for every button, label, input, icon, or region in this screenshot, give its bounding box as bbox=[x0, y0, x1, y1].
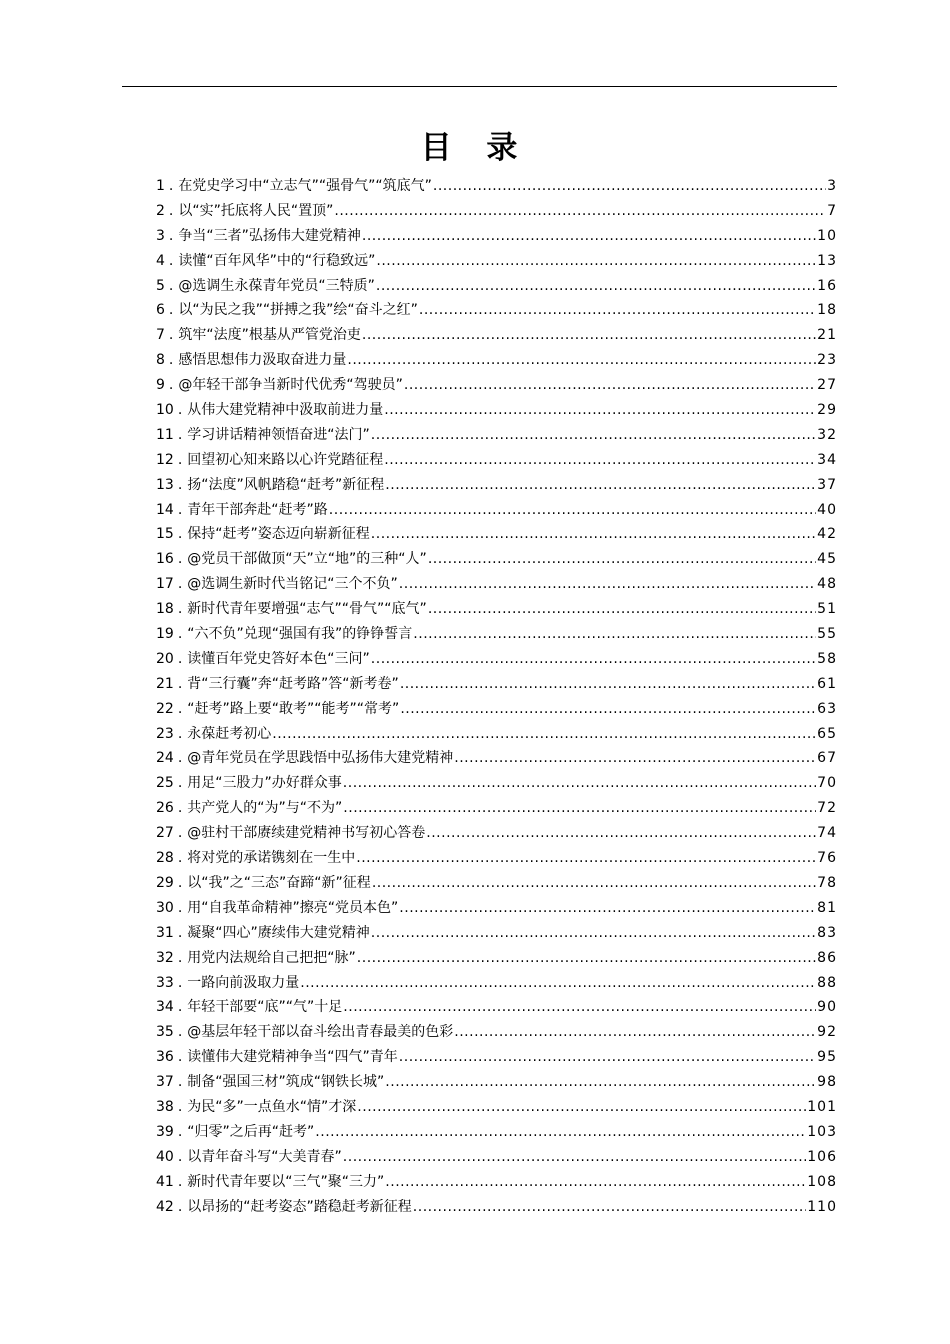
toc-entry-page: 48 bbox=[817, 576, 837, 593]
toc-entry-title: 读懂伟大建党精神争当“四气”青年 bbox=[187, 1049, 398, 1066]
toc-leader-dots bbox=[371, 423, 816, 448]
toc-entry-title: @党员干部做顶“天”立“地”的三种“人” bbox=[187, 551, 427, 568]
toc-leader-dots bbox=[384, 398, 816, 423]
toc-entry-page: 23 bbox=[817, 352, 837, 369]
toc-entry-number: 24 bbox=[156, 750, 174, 767]
toc-entry-title: 新时代青年要增强“志气”“骨气”“底气” bbox=[187, 601, 427, 618]
toc-entry-page: 29 bbox=[817, 402, 837, 419]
toc-leader-dots bbox=[433, 174, 826, 199]
toc-entry-number: 18 bbox=[156, 601, 174, 618]
toc-entry-page: 103 bbox=[807, 1123, 837, 1140]
toc-entry-page: 10 bbox=[817, 227, 837, 244]
toc-entry-title: 读懂百年党史答好本色“三问” bbox=[187, 650, 370, 667]
toc-leader-dots bbox=[385, 1170, 806, 1195]
toc-leader-dots bbox=[385, 473, 816, 498]
toc-entry-title: 学习讲话精神领悟奋进“法门” bbox=[187, 426, 370, 443]
toc-leader-dots bbox=[371, 647, 816, 672]
toc-entry-separator: . bbox=[177, 800, 183, 817]
toc-entry-separator: . bbox=[177, 1198, 183, 1215]
toc-leader-dots bbox=[399, 896, 816, 921]
toc-leader-dots bbox=[399, 572, 816, 597]
toc-entry-number: 7 bbox=[156, 327, 165, 344]
toc-entry-separator: . bbox=[177, 874, 183, 891]
toc-entry-title: “六不负”兑现“强国有我”的铮铮誓言 bbox=[187, 626, 413, 643]
toc-leader-dots bbox=[371, 522, 816, 547]
toc-entry-3[interactable] bbox=[156, 224, 837, 249]
toc-entry-number: 40 bbox=[156, 1148, 174, 1165]
toc-entry-title: 新时代青年要以“三气”聚“三力” bbox=[187, 1173, 385, 1190]
toc-entry-page: 81 bbox=[817, 899, 837, 916]
toc-entry-title: @驻村干部赓续建党精神书写初心答卷 bbox=[187, 825, 426, 842]
toc-entry-title: 背“三行囊”奔“赶考路”答“新考卷” bbox=[187, 675, 399, 692]
toc-leader-dots bbox=[315, 1120, 806, 1145]
toc-entry-title: @选调生永葆青年党员“三特质” bbox=[178, 277, 375, 294]
toc-entry-number: 14 bbox=[156, 501, 174, 518]
toc-entry-number: 29 bbox=[156, 874, 174, 891]
toc-entry-separator: . bbox=[177, 825, 183, 842]
toc-entry-page: 34 bbox=[817, 451, 837, 468]
toc-entry-20[interactable] bbox=[156, 647, 837, 672]
toc-entry-26[interactable] bbox=[156, 796, 837, 821]
toc-entry-separator: . bbox=[177, 426, 183, 443]
toc-entry-number: 1 bbox=[156, 178, 165, 194]
toc-entry-page: 63 bbox=[817, 700, 837, 717]
toc-entry-42[interactable] bbox=[156, 1195, 837, 1220]
toc-leader-dots bbox=[334, 199, 826, 224]
toc-entry-40[interactable] bbox=[156, 1145, 837, 1170]
toc-entry-title: @年轻干部争当新时代优秀“驾驶员” bbox=[178, 377, 403, 394]
toc-entry-separator: . bbox=[177, 476, 183, 493]
toc-entry-8[interactable] bbox=[156, 348, 837, 373]
toc-entry-page: 98 bbox=[817, 1074, 837, 1091]
toc-leader-dots bbox=[357, 1095, 806, 1120]
toc-entry-title: 青年干部奔赴“赶考”路 bbox=[187, 501, 328, 518]
toc-entry-title: @青年党员在学思践悟中弘扬伟大建党精神 bbox=[187, 750, 454, 767]
toc-leader-dots bbox=[400, 672, 816, 697]
toc-entry-page: 90 bbox=[817, 999, 837, 1016]
toc-entry-number: 20 bbox=[156, 650, 174, 667]
toc-entry-number: 35 bbox=[156, 1024, 174, 1041]
toc-entry-34[interactable] bbox=[156, 995, 837, 1020]
toc-entry-25[interactable] bbox=[156, 771, 837, 796]
toc-entry-separator: . bbox=[177, 1148, 183, 1165]
toc-leader-dots bbox=[372, 871, 816, 896]
toc-leader-dots bbox=[428, 597, 816, 622]
toc-leader-dots bbox=[384, 448, 816, 473]
toc-entry-number: 32 bbox=[156, 949, 174, 966]
toc-entry-number: 17 bbox=[156, 576, 174, 593]
toc-entry-page: 40 bbox=[817, 501, 837, 518]
toc-entry-separator: . bbox=[177, 850, 183, 867]
toc-entry-number: 12 bbox=[156, 451, 174, 468]
toc-entry-27[interactable] bbox=[156, 821, 837, 846]
toc-entry-number: 30 bbox=[156, 899, 174, 916]
toc-entry-4[interactable] bbox=[156, 249, 837, 274]
toc-entry-title: 保持“赶考”姿态迈向崭新征程 bbox=[187, 526, 370, 543]
toc-entry-separator: . bbox=[168, 377, 174, 394]
toc-entry-number: 16 bbox=[156, 551, 174, 568]
toc-leader-dots bbox=[399, 1045, 816, 1070]
toc-entry-separator: . bbox=[177, 451, 183, 468]
toc-leader-dots bbox=[343, 771, 816, 796]
toc-entry-9[interactable] bbox=[156, 373, 837, 398]
toc-entry-41[interactable] bbox=[156, 1170, 837, 1195]
toc-entry-title: 筑牢“法度”根基从严管党治吏 bbox=[178, 327, 361, 344]
toc-entry-title: 用“自我革命精神”擦亮“党员本色” bbox=[187, 899, 399, 916]
table-of-contents bbox=[156, 174, 837, 1219]
toc-entry-number: 11 bbox=[156, 426, 174, 443]
toc-entry-page: 92 bbox=[817, 1024, 837, 1041]
toc-entry-separator: . bbox=[168, 178, 174, 194]
toc-entry-35[interactable] bbox=[156, 1020, 837, 1045]
toc-entry-title: 将对党的承诺镌刻在一生中 bbox=[187, 850, 356, 867]
toc-entry-separator: . bbox=[177, 750, 183, 767]
toc-leader-dots bbox=[404, 373, 816, 398]
toc-entry-separator: . bbox=[177, 601, 183, 618]
toc-entry-page: 51 bbox=[817, 601, 837, 618]
toc-entry-5[interactable] bbox=[156, 274, 837, 299]
toc-entry-separator: . bbox=[177, 501, 183, 518]
toc-entry-title: 永葆赶考初心 bbox=[187, 725, 272, 742]
toc-entry-page: 83 bbox=[817, 924, 837, 941]
toc-entry-page: 110 bbox=[807, 1198, 837, 1215]
toc-entry-separator: . bbox=[177, 626, 183, 643]
toc-entry-number: 39 bbox=[156, 1123, 174, 1140]
toc-entry-page: 74 bbox=[817, 825, 837, 842]
toc-leader-dots bbox=[357, 946, 816, 971]
toc-entry-page: 78 bbox=[817, 874, 837, 891]
toc-leader-dots bbox=[347, 348, 816, 373]
toc-entry-title: 争当“三者”弘扬伟大建党精神 bbox=[178, 227, 361, 244]
toc-leader-dots bbox=[454, 1020, 816, 1045]
toc-entry-separator: . bbox=[177, 675, 183, 692]
toc-entry-12[interactable] bbox=[156, 448, 837, 473]
toc-entry-separator: . bbox=[168, 202, 174, 219]
toc-entry-page: 18 bbox=[817, 302, 837, 319]
toc-entry-number: 25 bbox=[156, 775, 174, 792]
toc-leader-dots bbox=[300, 971, 816, 996]
toc-entry-page: 21 bbox=[817, 327, 837, 344]
toc-entry-number: 36 bbox=[156, 1049, 174, 1066]
toc-entry-separator: . bbox=[177, 1049, 183, 1066]
toc-entry-page: 95 bbox=[817, 1049, 837, 1066]
toc-entry-separator: . bbox=[177, 1123, 183, 1140]
toc-entry-page: 32 bbox=[817, 426, 837, 443]
toc-entry-page: 67 bbox=[817, 750, 837, 767]
toc-entry-number: 5 bbox=[156, 277, 165, 294]
toc-entry-28[interactable] bbox=[156, 846, 837, 871]
toc-leader-dots bbox=[428, 547, 816, 572]
toc-leader-dots bbox=[426, 821, 816, 846]
toc-entry-page: 88 bbox=[817, 974, 837, 991]
toc-entry-page: 45 bbox=[817, 551, 837, 568]
toc-leader-dots bbox=[400, 697, 816, 722]
toc-entry-title: 以“我”之“三态”奋蹄“新”征程 bbox=[187, 874, 371, 891]
toc-entry-24[interactable] bbox=[156, 746, 837, 771]
toc-entry-separator: . bbox=[177, 1173, 183, 1190]
toc-entry-separator: . bbox=[177, 576, 183, 593]
toc-entry-title: 读懂“百年风华”中的“行稳致远” bbox=[178, 252, 376, 269]
toc-entry-page: 37 bbox=[817, 476, 837, 493]
toc-entry-separator: . bbox=[177, 526, 183, 543]
toc-entry-number: 38 bbox=[156, 1098, 174, 1115]
toc-entry-number: 23 bbox=[156, 725, 174, 742]
toc-entry-39[interactable] bbox=[156, 1120, 837, 1145]
toc-entry-number: 27 bbox=[156, 825, 174, 842]
toc-entry-32[interactable] bbox=[156, 946, 837, 971]
toc-entry-page: 42 bbox=[817, 526, 837, 543]
toc-entry-number: 15 bbox=[156, 526, 174, 543]
toc-leader-dots bbox=[362, 323, 816, 348]
toc-entry-separator: . bbox=[177, 1024, 183, 1041]
toc-entry-page: 27 bbox=[817, 377, 837, 394]
toc-leader-dots bbox=[362, 224, 816, 249]
toc-entry-title: 年轻干部要“底”“气”十足 bbox=[187, 999, 343, 1016]
toc-entry-37[interactable] bbox=[156, 1070, 837, 1095]
toc-entry-number: 33 bbox=[156, 974, 174, 991]
toc-entry-title: 以“实”托底将人民“置顶” bbox=[178, 202, 334, 219]
toc-entry-separator: . bbox=[177, 551, 183, 568]
toc-entry-number: 28 bbox=[156, 850, 174, 867]
toc-leader-dots bbox=[371, 921, 816, 946]
toc-entry-19[interactable] bbox=[156, 622, 837, 647]
header-rule bbox=[122, 86, 837, 87]
toc-leader-dots bbox=[272, 722, 816, 747]
toc-entry-title: 以“为民之我”“拼搏之我”绘“奋斗之红” bbox=[178, 302, 418, 319]
toc-entry-number: 9 bbox=[156, 377, 165, 394]
toc-entry-7[interactable] bbox=[156, 323, 837, 348]
toc-entry-15[interactable] bbox=[156, 522, 837, 547]
toc-entry-36[interactable] bbox=[156, 1045, 837, 1070]
toc-entry-number: 4 bbox=[156, 252, 165, 269]
toc-entry-number: 6 bbox=[156, 302, 165, 319]
toc-entry-number: 22 bbox=[156, 700, 174, 717]
toc-entry-number: 13 bbox=[156, 476, 174, 493]
toc-entry-separator: . bbox=[177, 999, 183, 1016]
toc-leader-dots bbox=[413, 1195, 806, 1220]
toc-entry-title: 为民“多”一点鱼水“情”才深 bbox=[187, 1098, 357, 1115]
toc-entry-13[interactable] bbox=[156, 473, 837, 498]
toc-entry-number: 21 bbox=[156, 675, 174, 692]
toc-entry-separator: . bbox=[168, 277, 174, 294]
toc-entry-page: 108 bbox=[807, 1173, 837, 1190]
toc-entry-21[interactable] bbox=[156, 672, 837, 697]
toc-entry-6[interactable] bbox=[156, 298, 837, 323]
toc-entry-title: 以青年奋斗写“大美青春” bbox=[187, 1148, 342, 1165]
toc-entry-30[interactable] bbox=[156, 896, 837, 921]
toc-entry-separator: . bbox=[168, 302, 174, 319]
toc-leader-dots bbox=[329, 498, 816, 523]
toc-entry-31[interactable] bbox=[156, 921, 837, 946]
toc-entry-number: 31 bbox=[156, 924, 174, 941]
toc-entry-17[interactable] bbox=[156, 572, 837, 597]
toc-entry-page: 86 bbox=[817, 949, 837, 966]
toc-entry-title: 感悟思想伟力汲取奋进力量 bbox=[178, 352, 347, 369]
toc-entry-38[interactable] bbox=[156, 1095, 837, 1120]
toc-entry-page: 70 bbox=[817, 775, 837, 792]
toc-entry-separator: . bbox=[177, 650, 183, 667]
toc-leader-dots bbox=[419, 298, 816, 323]
toc-entry-title: 制备“强国三材”筑成“钢铁长城” bbox=[187, 1074, 385, 1091]
toc-entry-page: 61 bbox=[817, 675, 837, 692]
toc-entry-separator: . bbox=[177, 899, 183, 916]
toc-entry-separator: . bbox=[177, 775, 183, 792]
toc-entry-number: 10 bbox=[156, 402, 174, 419]
toc-entry-title: 回望初心知来路以心许党踏征程 bbox=[187, 451, 384, 468]
toc-entry-page: 76 bbox=[817, 850, 837, 867]
toc-entry-title: 以昂扬的“赶考姿态”踏稳赶考新征程 bbox=[187, 1198, 412, 1215]
toc-entry-18[interactable] bbox=[156, 597, 837, 622]
toc-entry-29[interactable] bbox=[156, 871, 837, 896]
toc-entry-number: 41 bbox=[156, 1173, 174, 1190]
toc-entry-separator: . bbox=[177, 700, 183, 717]
toc-entry-33[interactable] bbox=[156, 971, 837, 996]
toc-entry-number: 3 bbox=[156, 227, 165, 244]
toc-entry-separator: . bbox=[168, 352, 174, 369]
toc-entry-separator: . bbox=[177, 949, 183, 966]
toc-entry-page: 106 bbox=[807, 1148, 837, 1165]
toc-entry-separator: . bbox=[168, 252, 174, 269]
page-title: 目 录 bbox=[420, 130, 530, 166]
toc-entry-title: 用党内法规给自己把把“脉” bbox=[187, 949, 356, 966]
toc-entry-number: 37 bbox=[156, 1074, 174, 1091]
toc-entry-page: 101 bbox=[807, 1098, 837, 1115]
toc-entry-title: “归零”之后再“赶考” bbox=[187, 1123, 315, 1140]
toc-entry-page: 72 bbox=[817, 800, 837, 817]
toc-entry-title: 从伟大建党精神中汲取前进力量 bbox=[187, 402, 384, 419]
toc-entry-title: 一路向前汲取力量 bbox=[187, 974, 300, 991]
toc-leader-dots bbox=[343, 995, 816, 1020]
toc-entry-number: 42 bbox=[156, 1198, 174, 1215]
toc-entry-separator: . bbox=[177, 402, 183, 419]
toc-entry-title: 共产党人的“为”与“不为” bbox=[187, 800, 343, 817]
toc-entry-10[interactable] bbox=[156, 398, 837, 423]
toc-entry-title: 凝聚“四心”赓续伟大建党精神 bbox=[187, 924, 370, 941]
toc-entry-22[interactable] bbox=[156, 697, 837, 722]
toc-entry-page: 16 bbox=[817, 277, 837, 294]
toc-leader-dots bbox=[413, 622, 816, 647]
toc-entry-number: 8 bbox=[156, 352, 165, 369]
toc-entry-title: “赶考”路上要“敢考”“能考”“常考” bbox=[187, 700, 400, 717]
toc-entry-11[interactable] bbox=[156, 423, 837, 448]
toc-leader-dots bbox=[343, 1145, 806, 1170]
toc-entry-separator: . bbox=[168, 227, 174, 244]
toc-entry-23[interactable] bbox=[156, 722, 837, 747]
toc-entry-page: 3 bbox=[827, 178, 837, 194]
toc-entry-separator: . bbox=[177, 924, 183, 941]
toc-entry-separator: . bbox=[177, 1098, 183, 1115]
toc-leader-dots bbox=[385, 1070, 816, 1095]
toc-leader-dots bbox=[356, 846, 816, 871]
toc-entry-page: 7 bbox=[827, 202, 837, 219]
toc-entry-title: 用足“三股力”办好群众事 bbox=[187, 775, 342, 792]
toc-entry-title: @选调生新时代当铭记“三个不负” bbox=[187, 576, 398, 593]
toc-entry-page: 55 bbox=[817, 626, 837, 643]
toc-entry-page: 58 bbox=[817, 650, 837, 667]
toc-leader-dots bbox=[376, 274, 816, 299]
toc-entry-number: 2 bbox=[156, 202, 165, 219]
toc-entry-number: 19 bbox=[156, 626, 174, 643]
toc-entry-16[interactable] bbox=[156, 547, 837, 572]
toc-entry-separator: . bbox=[177, 725, 183, 742]
toc-leader-dots bbox=[376, 249, 816, 274]
toc-entry-page: 13 bbox=[817, 252, 837, 269]
toc-entry-title: 扬“法度”风帆踏稳“赶考”新征程 bbox=[187, 476, 385, 493]
toc-entry-title: @基层年轻干部以奋斗绘出青春最美的色彩 bbox=[187, 1024, 454, 1041]
toc-entry-1[interactable] bbox=[156, 174, 837, 199]
toc-entry-separator: . bbox=[177, 1074, 183, 1091]
toc-entry-title: 在党史学习中“立志气”“强骨气”“筑底气” bbox=[178, 178, 432, 194]
toc-entry-number: 26 bbox=[156, 800, 174, 817]
toc-leader-dots bbox=[343, 796, 816, 821]
toc-entry-separator: . bbox=[168, 327, 174, 344]
toc-entry-2[interactable] bbox=[156, 199, 837, 224]
toc-leader-dots bbox=[454, 746, 816, 771]
toc-entry-page: 65 bbox=[817, 725, 837, 742]
toc-entry-14[interactable] bbox=[156, 498, 837, 523]
toc-entry-separator: . bbox=[177, 974, 183, 991]
toc-entry-number: 34 bbox=[156, 999, 174, 1016]
